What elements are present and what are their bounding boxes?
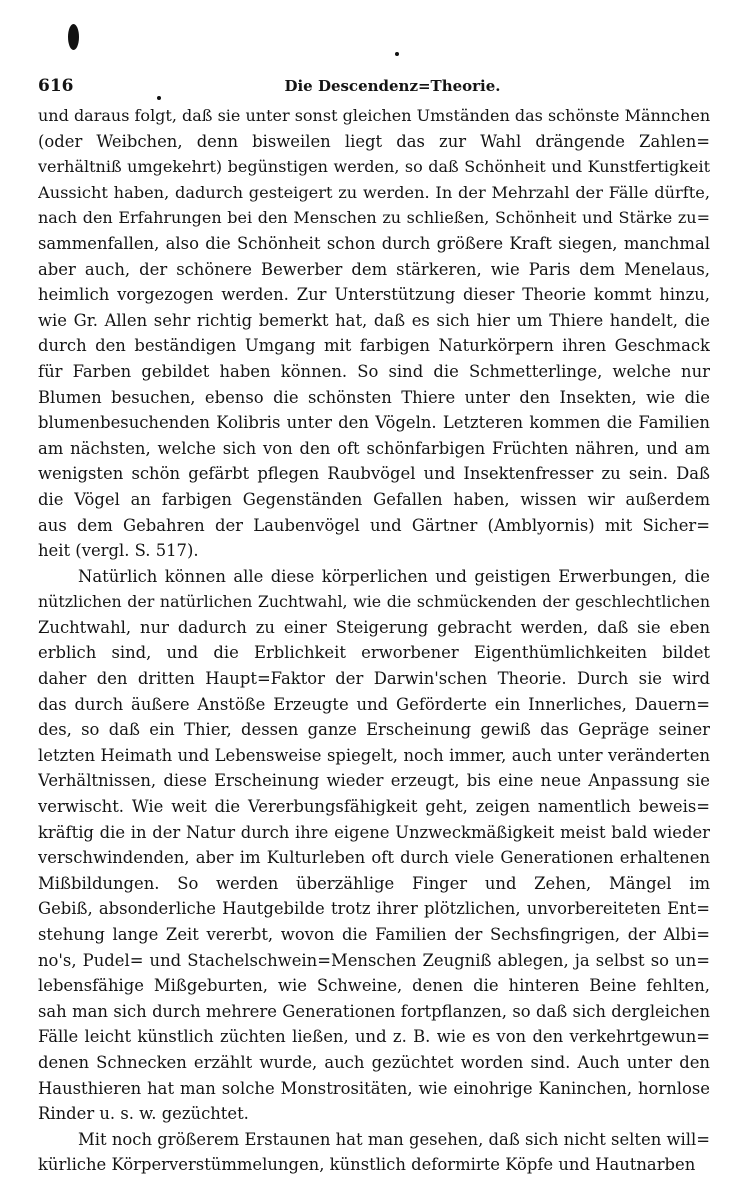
text-line: die Vögel an farbigen Gegenständen Gefallen haben, wissen wir außerdem	[38, 489, 710, 509]
text-line: des, so daß ein Thier, dessen ganze Erscheinung gewiß das Gepräge seiner	[38, 720, 710, 740]
text-line: Zuchtwahl, nur dadurch zu einer Steigerung gebracht werden, daß sie eben	[38, 617, 710, 637]
text-line: Aussicht haben, dadurch gesteigert zu werden. In der Mehrzahl der Fälle dürfte,	[38, 182, 710, 202]
text-line: Gebiß, absonderliche Hautgebilde trotz ihrer plötzlichen, unvorbereiteten Ent=	[38, 899, 710, 919]
text-line: am nächsten, welche sich von den oft schönfarbigen Früchten nähren, und am	[38, 438, 710, 458]
text-line: durch den beständigen Umgang mit farbigen Naturkörpern ihren Geschmack	[38, 336, 710, 356]
text-line: verschwindenden, aber im Kulturleben oft durch viele Generationen erhaltenen	[38, 848, 710, 868]
page-number: 616	[38, 76, 74, 96]
text-line: für Farben gebildet haben können. So sind die Schmetterlinge, welche nur	[38, 361, 710, 381]
scan-speck	[395, 52, 399, 56]
page-header	[38, 76, 707, 100]
text-line: Mit noch größerem Erstaunen hat man gesehen, daß sich nicht selten will=	[78, 1129, 710, 1149]
text-line: Rinder u. s. w. gezüchtet.	[38, 1104, 249, 1124]
text-line: (oder Weibchen, denn bisweilen liegt das zur Wahl drängende Zahlen=	[38, 131, 710, 151]
text-line: sah man sich durch mehrere Generationen fortpflanzen, so daß sich dergleichen	[38, 1001, 710, 1021]
scan-ink-blot	[68, 24, 79, 50]
text-line: aber auch, der schönere Bewerber dem stärkeren, wie Paris dem Menelaus,	[38, 259, 710, 279]
text-line: nützlichen der natürlichen Zuchtwahl, wie die schmückenden der geschlechtlichen	[38, 592, 710, 612]
text-line: Blumen besuchen, ebenso die schönsten Thiere unter den Insekten, wie die	[38, 387, 710, 407]
text-line: denen Schnecken erzählt wurde, auch gezüchtet worden sind. Auch unter den	[38, 1052, 710, 1072]
text-line: daher den dritten Haupt=Faktor der Darwin'schen Theorie. Durch sie wird	[38, 669, 710, 689]
text-line: blumenbesuchenden Kolibris unter den Vögeln. Letzteren kommen die Familien	[38, 413, 710, 433]
text-line: letzten Heimath und Lebensweise spiegelt, noch immer, auch unter veränderten	[38, 745, 710, 765]
text-line: und daraus folgt, daß sie unter sonst gleichen Umständen das schönste Männchen	[38, 106, 710, 125]
paragraph	[38, 103, 710, 564]
text-line: erblich sind, und die Erblichkeit erworbener Eigenthümlichkeiten bildet	[38, 643, 710, 663]
running-title: Die Descendenz=Theorie.	[284, 77, 501, 95]
text-line: Fälle leicht künstlich züchten ließen, und z. B. wie es von den verkehrtgewun=	[38, 1027, 710, 1047]
paragraph	[38, 564, 710, 1127]
text-line: heit (vergl. S. 517).	[38, 541, 199, 561]
body-text	[38, 103, 710, 1178]
text-line: Verhältnissen, diese Erscheinung wieder erzeugt, bis eine neue Anpassung sie	[38, 771, 710, 791]
text-line: Mißbildungen. So werden überzählige Finger und Zehen, Mängel im	[38, 873, 710, 893]
text-line: verwischt. Wie weit die Vererbungsfähigkeit geht, zeigen namentlich beweis=	[38, 797, 710, 817]
text-line: Hausthieren hat man solche Monstrositäten, wie einohrige Kaninchen, hornlose	[38, 1078, 710, 1098]
text-line: Natürlich können alle diese körperlichen und geistigen Erwerbungen, die	[78, 566, 710, 586]
text-line: aus dem Gebahren der Laubenvögel und Gärtner (Amblyornis) mit Sicher=	[38, 515, 710, 535]
text-line: kürliche Körperverstümmelungen, künstlich deformirte Köpfe und Hautnarben	[38, 1155, 696, 1175]
text-line: das durch äußere Anstöße Erzeugte und Geförderte ein Innerliches, Dauern=	[38, 694, 710, 714]
text-line: kräftig die in der Natur durch ihre eigene Unzweckmäßigkeit meist bald wieder	[38, 822, 710, 842]
text-line: wie Gr. Allen sehr richtig bemerkt hat, daß es sich hier um Thiere handelt, die	[38, 310, 710, 330]
text-line: sammenfallen, also die Schönheit schon durch größere Kraft siegen, manchmal	[38, 233, 710, 253]
text-line: heimlich vorgezogen werden. Zur Unterstützung dieser Theorie kommt hinzu,	[38, 285, 710, 305]
text-line: wenigsten schön gefärbt pflegen Raubvögel und Insektenfresser zu sein. Daß	[38, 464, 710, 484]
text-line: stehung lange Zeit vererbt, wovon die Familien der Sechsfingrigen, der Albi=	[38, 925, 710, 944]
text-line: verhältniß umgekehrt) begünstigen werden, so daß Schönheit und Kunstfertigkeit	[38, 157, 710, 177]
text-line: no's, Pudel= und Stachelschwein=Menschen Zeugniß ablegen, ja selbst so un=	[38, 950, 710, 970]
paragraph	[38, 1127, 710, 1178]
text-line: nach den Erfahrungen bei den Menschen zu schließen, Schönheit und Stärke zu=	[38, 208, 710, 228]
text-line: lebensfähige Mißgeburten, wie Schweine, denen die hinteren Beine fehlten,	[38, 976, 710, 996]
